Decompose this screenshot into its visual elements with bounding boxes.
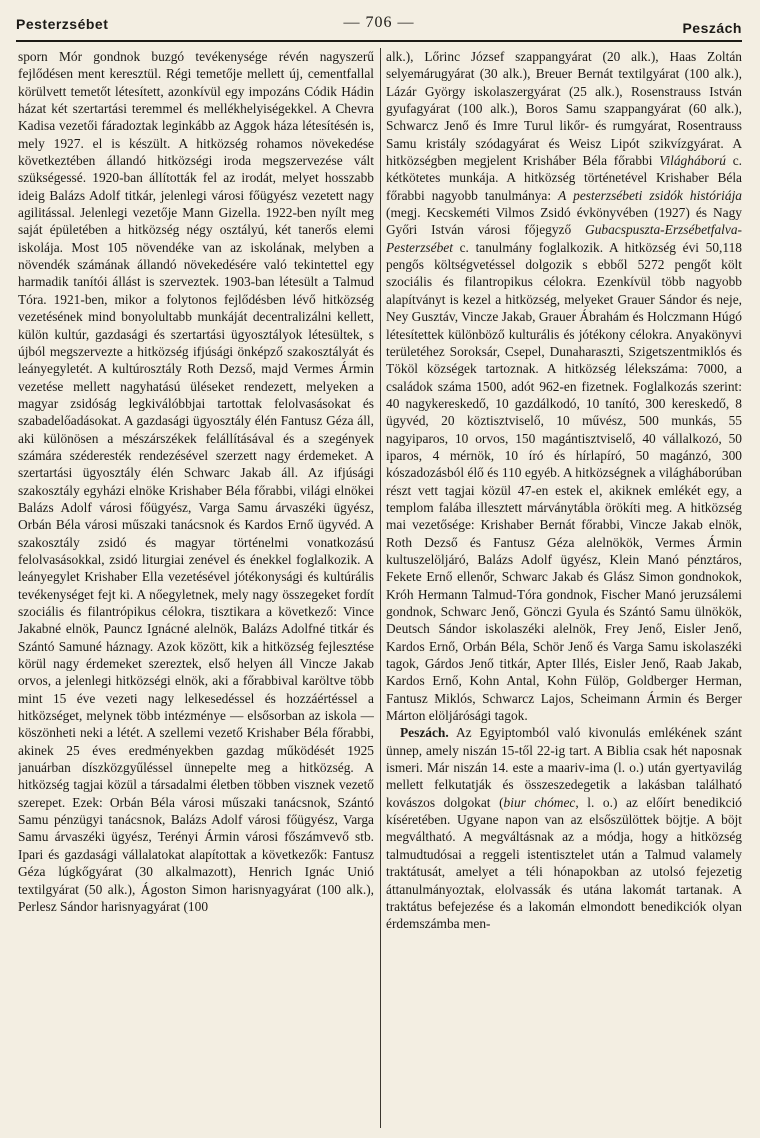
entry-paragraph <box>386 724 742 932</box>
column-divider <box>380 48 381 1128</box>
right-column <box>386 48 742 1128</box>
header-rule <box>16 40 742 42</box>
right-text-4: c. tanulmány foglalkozik. A hitközség évi 50,118 pengős költségvetéssel dolgozik s ebből 5272 pengőt költ szociális és filantropikus célokra. Ezenkívül több nagyobb alapítványt is kezel a hitközség, melyeket Grauer Sándor és neje, Ney Gusztáv, Vincze Jakab, Grauer Ábrahám és Holczmann Húgó létesítettek különböző kulturális és jótékony célokra. Anyakönyvi területéhez Soroksár, Csepel, Dunaharaszti, Szigetszentmiklós és Tököl községek tartoznak. A hitközség lélekszáma: 7000, a családok száma 1500, adót 962-en fizetnek. Foglalkozás szerint: 40 nagykereskedő, 10 gazdálkodó, 10 tanító, 300 kereskedő, 8 ügyvéd, 20 köztisztviselő, 10 művész, 500 munkás, 55 nagyiparos, 10 orvos, 150 magántisztviselő, 40 vállalkozó, 50 iparos, 4 mérnök, 10 író és hírlapíró, 50 magánzó, 300 kószadozásból élő és 110 egyéb. A hitközségnek a világháborúban részt vett tagjai közül 47-en estek el, akiknek emlékét egy, a templom falába illesztett márványtábla örökíti meg. A hitközség mai vezetősége: Krishaber Bernát főrabbi, Vincze Jakab elnök, Roth Dezső és Fantusz Géza alelnökök, Vermes Ármin kultuszelöljáró, Balázs Adolf ügyész, Klein Manó pénztáros, Fekete Ernő ellenőr, Schwarc Jakab és Glász Simon gondnokok, Króh Hermann Talmud-Tóra gondnok, Fischer Manó jeruzsálemi gondnok, Schwarc Jenő, Gönczi Gyula és Szántó Samu ülnökök, Deutsch Sándor iskolaszéki alelnök, Frey Jenő, Eisler Jenő, Kardos Ernő, Orbán Béla, Schör Jenő és Varga Samu iskolaszéki tagok, Gárdos Jenő titkár, Apter Illés, Eisler Jenő, Raab Jakab, Kardos Ernő, Kohn Antal, Kohn Fülöp, Goldberger Herman, Fantusz Miklós, Schwarcz Lajos, Scheimann Ármin és Berger Márton elöljárósági tagok. <box>386 239 742 724</box>
left-column <box>18 48 374 1128</box>
page-number: — 706 — <box>343 14 415 31</box>
right-italic-3: Gubacspuszta-Erzsébetfalva-Pesterzsébet <box>386 222 742 255</box>
right-column-paragraph <box>386 48 742 724</box>
running-header <box>16 6 742 40</box>
right-italic-1: Világháború <box>659 153 726 169</box>
header-entry-title: Peszách <box>682 20 742 36</box>
entry-text: Az Egyiptomból való kivonulás emlékének szánt ünnep, amely niszán 15-től 22-ig tart. A Biblia csak hét naposnak ismeri. Már niszán 14. este a maariv-ima (l. o.) után gyertyavilág mellett felkutatják és összeszedegetik a lakásban található kovászos dolgokat (biur chómec, l. o.) az előírt benedikció kíséretében. Ugyane napon van az elsőszülöttek böjtje. A böjt megváltható. A megváltásnak az a módja, hogy a hitközség talmudtudósai a reggeli istentisztelet után a Talmud valamely traktátusát, amelyet a téli hónapokban az utolsó fejezetig áttanulmányoztak, elolvassák és utána lakomát tartanak. A traktátus befejezése és a lakomán elmondott benedikciók olyan érdemszámba men- <box>386 725 742 932</box>
header-section-title: Pesterzsébet <box>16 16 109 32</box>
right-text-2: c. kétkötetes munkája. A hitközség történetével Krishaber Béla főrabbi nagyobb tanulmánya: <box>386 153 742 203</box>
right-italic-2: A pesterzsébeti zsidók históriája <box>558 187 742 203</box>
right-text-1: alk.), Lőrinc József szappangyárat (20 alk.), Haas Zoltán selyemárugyárat (30 alk.), Breuer Bernát textilgyárat (100 alk.), Lázár György iskolaszergyárat (25 alk.), Rosenstrauss István gyufagyárat (100 alk.), Boros Samu szappangyárat (60 alk.), Schwarcz Jenő és Imre Turul likőr- és rumgyárat, Rosentrauss Samu kristály szódagyárat és Weisz Lipót szikvízgyárat. A hitközségben megjelent Krisháber Béla főrabbi <box>386 49 742 169</box>
entry-heading: Peszách. <box>400 725 449 741</box>
entry-italic-term: biur chómec <box>503 794 576 810</box>
left-column-text: sporn Mór gondnok buzgó tevékenysége révén nagyszerű fejlődésen ment keresztül. Régi temetője mellett új, cementfallal körülvett temetőt létesített, azonkívül egy impozáns Códik Hádin házat két szertartási teremmel és mellékhelyiségekkel. A Chevra Kadisa vezetői fáradoztak leginkább az Aggok háza létesítésén is, mely 1927. el is készült. A hitközség rohamos növekedése következtében állandó hitközségi iroda megszervezése vált szükségessé. 1920-ban állították fel az irodát, melyet hosszabb ideig Balázs Adolf titkár, jelenlegi városi főügyész vezetett nagy agilitással. Jelenlegi vezetője Mann Gizella. 1922-ben nyílt meg saját épületében a hitközség négy osztályú, két tanerős elemi iskolája. Most 105 növendéke van az iskolának, melyben a növendék számának állandó növekedésére való tekintettel egy harmadik tanítói állást is szerveztek. 1903-ban létesült a Talmud Tóra. 1921-ben, mikor a folytonos fejlődésben lévő hitközség vezetésének mind bonyolultabb munkáját decentralizálni kellett, külön kultúr, gazdasági és szertartási ügyosztályok létesültek, s újból megszervezte a hitközség ifjúsági önképző szakosztályát és leányegyletét. A kultúrosztály Roth Dezső, majd Vermes Ármin vezetése mellett nagyhatású üléseket rendezett, melyeken a magyar zsidóság legkiválóbbjai tartottak felolvasásokat és szabadelőadásokat. A gazdasági ügyosztály élén Fantusz Géza áll, aki különösen a mészárszékek felállításával és a szegények számára széderesték rendezésével szerzett nagy érdemeket. A szertartási ügyosztály élén Schwarc Jakab áll. Az ifjúsági szakosztály egyházi elnöke Krishaber Béla főrabbi, világi elnökei Balázs Adolf városi főügyész, Varga Samu árvaszéki ügyész, Orbán Béla városi műszaki tanácsnok és Kardos Ernő ügyvéd. A szakosztály zsidó és magyar történelmi vonatkozású felolvasásokkal, zsidó liturgiai zenével és énekkel foglalkozik. A leányegylet Krishaber Ella vezetésével jótékonysági és kultúrális tevékenységet fejt ki. A nőegyletnek, mely nagy összegeket fordít szociális és filantrópikus célokra, tisztikara a következő: Vince Jakabné elnök, Pauncz Ignácné alelnök, Balázs Adolfné titkár és Szántó Samuné háznagy. Azok között, kik a hitközség fejlesztése körül nagy érdemeket szereztek, első helyen áll Vincze Jakab orvos, a jelenlegi hitközségi elnök, aki a főrabbival karöltve több mint 15 éve vezeti nagy lelkesedéssel és hozzáértéssel a hitközséget, melynek több intézménye — elsősorban az iskola — köszönheti neki a létét. A szellemi vezető Krishaber Béla főrabbi, akinek 25 éves eredményekben gazdag működését 1925 januárban díszközgyűléssel ünnepelte meg a hitközség. A hitközség tagjai közül a társadalmi életben többen visznek vezető szerepet. Ezek: Orbán Béla városi műszaki tanácsnok, Szántó Samu pénzügyi tanácsnok, Balázs Adolf városi főügyész, Varga Samu árvaszéki ügyész, Terényi Ármin városi főszámvevő stb. Ipari és gazdasági vállalatokat alapítottak a következők: Fantusz Géza lúgkőgyárat (30 alkalmazott), Henrich Ignác Unió textilgyárat (50 alk.), Ágoston Simon harisnyagyárat (100 alk.), Perlesz Sándor harisnyagyárat (100 <box>18 49 374 914</box>
right-text-3: (megj. Kecskeméti Vilmos Zsidó évkönyvében (1927) és Nagy Győri István városi főjegyző <box>386 205 742 238</box>
